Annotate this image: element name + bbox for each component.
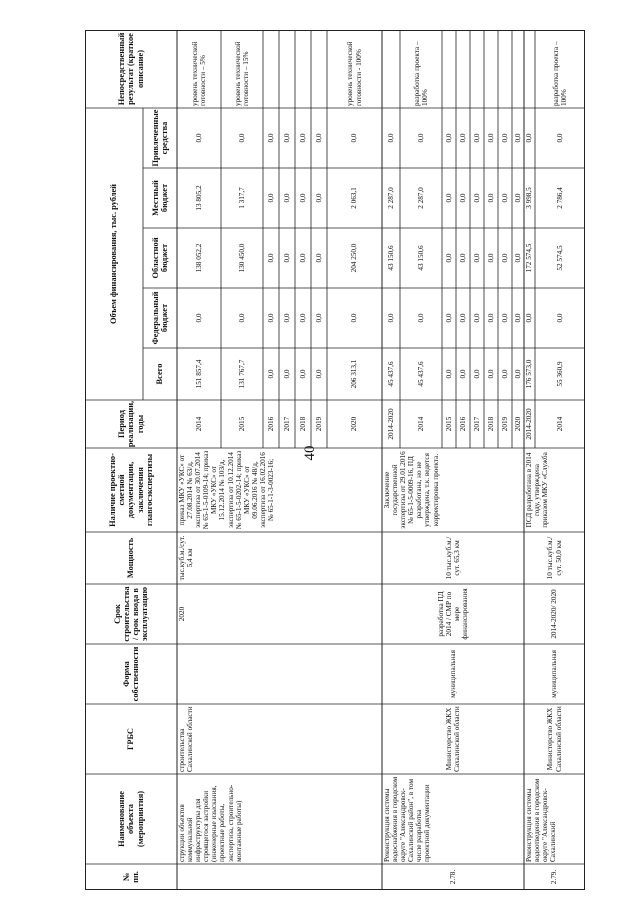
rows2-federal-cell: 0,0 <box>486 313 495 323</box>
rows1-attracted-cell: 0,0 <box>350 133 359 143</box>
header-owner: Форма собственности <box>121 646 140 702</box>
rows3-regional-cell: 52 574,5 <box>555 245 564 271</box>
rows2-regional-cell: 43 150,6 <box>386 245 395 271</box>
rows2-result-cell <box>498 30 512 108</box>
rows2-regional-cell: 0,0 <box>500 253 509 263</box>
rows3-federal-cell: 0,0 <box>525 313 534 323</box>
rows1-regional-cell: 138 052,2 <box>194 243 203 273</box>
rows1-regional-cell: 0,0 <box>314 253 323 263</box>
rows2-federal-cell: 0,0 <box>444 313 453 323</box>
rows2-regional-cell: 0,0 <box>472 253 481 263</box>
rows2-federal-cell: 0,0 <box>416 313 425 323</box>
rows1-period-cell: 2015 <box>237 416 246 432</box>
rows2-total-cell: 0,0 <box>458 369 467 379</box>
rows2-attracted-cell: 0,0 <box>386 133 395 143</box>
object3-docs: ПСД разработана в 2014 году, утверждена приказом МКУ «Служба <box>525 452 550 528</box>
rows2-federal-cell: 0,0 <box>513 313 522 323</box>
rows1-local-cell: 0,0 <box>266 193 275 203</box>
rows1-attracted-cell: 0,0 <box>194 133 203 143</box>
rows1-federal-cell: 0,0 <box>237 313 246 323</box>
rows2-total-cell: 45 437,6 <box>386 361 395 387</box>
rows1-total-cell: 0,0 <box>282 369 291 379</box>
object2-grbs: Министерство ЖКХ Сахалинской области <box>444 706 461 772</box>
header-total: Всего <box>155 363 165 385</box>
rows2-result-cell <box>484 30 498 108</box>
rows2-period-cell: 2018 <box>486 416 495 432</box>
rows1-local-cell: 0,0 <box>314 193 323 203</box>
rows1-federal-cell: 0,0 <box>350 313 359 323</box>
header-deadline: Срок строительства / срок ввода в эксплуатацию <box>112 586 150 642</box>
object1-power: тыс.куб.м./сут. 5,4 км <box>178 535 195 581</box>
rows1-period-cell: 2018 <box>298 416 307 432</box>
rows2-regional-cell: 0,0 <box>458 253 467 263</box>
rows2-federal-cell: 0,0 <box>472 313 481 323</box>
rows2-federal-cell: 0,0 <box>386 313 395 323</box>
rows1-regional-cell: 204 250,0 <box>350 243 359 273</box>
rows3-total-cell: 55 360,9 <box>555 361 564 387</box>
rows3-attracted-cell: 0,0 <box>555 133 564 143</box>
rows2-attracted-cell: 0,0 <box>444 133 453 143</box>
rows2-total-cell: 0,0 <box>513 369 522 379</box>
object3-number: 2.79. <box>550 869 559 885</box>
rows2-attracted-cell: 0,0 <box>513 133 522 143</box>
rows1-federal-cell: 0,0 <box>266 313 275 323</box>
rows2-result-cell <box>382 30 400 108</box>
rows2-attracted-cell: 0,0 <box>500 133 509 143</box>
rows2-local-cell: 2 287,0 <box>416 187 425 209</box>
rows1-attracted-cell: 0,0 <box>298 133 307 143</box>
rows2-local-cell: 0,0 <box>444 193 453 203</box>
rows2-result-cell: разработка проекта – 100% <box>412 41 429 106</box>
rows1-total-cell: 0,0 <box>266 369 275 379</box>
object2-name: Реконструкция системы водоснабжения в городском округе "Александровск-Сахалинский район", в том числе разработка проектной документации <box>383 776 432 862</box>
rows3-attracted-cell: 0,0 <box>525 133 534 143</box>
rows1-regional-cell: 130 450,0 <box>237 243 246 273</box>
header-local: Местный бюджет <box>150 180 169 216</box>
object1-deadline: 2020 <box>178 606 186 622</box>
rows1-period-cell: 2019 <box>314 416 323 432</box>
rows3-result-cell: разработка проекта – 100% <box>551 41 568 106</box>
rows3-period-cell: 2014 <box>555 416 564 432</box>
rows2-period-cell: 2017 <box>472 416 481 432</box>
rows2-total-cell: 0,0 <box>472 369 481 379</box>
object1-name: струкции объектов коммунальной инфраструктуры для строящегося застройки (инженерные изыскания, проектные работы, экспертиза, строительно-монтажные работы) <box>178 784 243 862</box>
object3-owner: муниципальная <box>550 650 559 698</box>
rows2-attracted-cell: 0,0 <box>416 133 425 143</box>
rows1-result-cell <box>295 30 311 108</box>
header-regional: Областной бюджет <box>150 237 169 279</box>
rows2-attracted-cell: 0,0 <box>486 133 495 143</box>
rows2-local-cell: 0,0 <box>513 193 522 203</box>
rows1-attracted-cell: 0,0 <box>266 133 275 143</box>
rows1-result-cell: уровень технической готовности - 100% <box>346 41 363 106</box>
finance-table <box>85 30 585 890</box>
rows1-result-cell <box>311 30 327 108</box>
rows1-regional-cell: 0,0 <box>282 253 291 263</box>
rows2-local-cell: 0,0 <box>472 193 481 203</box>
object3-grbs: Министерство ЖКХ Сахалинской области <box>546 706 563 772</box>
rows1-period-cell: 2016 <box>266 416 275 432</box>
rows2-result-cell <box>456 30 470 108</box>
object3-name: Реконструкция системы водоотведения в городском округе "Александровск-Сахалинский <box>525 778 558 862</box>
header-attracted: Привлеченные средства <box>150 109 169 167</box>
object1-grbs: строительства Сахалинской области <box>178 706 195 772</box>
rotated-table-area <box>85 30 585 890</box>
rows2-local-cell: 0,0 <box>486 193 495 203</box>
rows1-total-cell: 151 857,4 <box>194 359 203 389</box>
header-finance: Объем финансирования, тыс. рублей <box>109 184 119 325</box>
rows2-local-cell: 0,0 <box>500 193 509 203</box>
object2-power: 10 тыс.куб.м./сут. 65,3 км <box>444 536 461 580</box>
rows3-local-cell: 3 998,5 <box>525 187 534 209</box>
rows3-total-cell: 176 573,0 <box>525 359 534 389</box>
rows2-local-cell: 2 287,0 <box>386 187 395 209</box>
rows1-period-cell: 2017 <box>282 416 291 432</box>
rows1-attracted-cell: 0,0 <box>237 133 246 143</box>
object1-docs: приказ МКУ «УКС» от 27.08.2014 № 63/д, экспертиза от 30.07.2014 № 65-1-5-0109-14; приказ МКУ «УКС» от 15.12.2014 № 103/д, экспертиза от 10.12.2014 № 65-1-5-0202-14; приказ МКУ «УКС» от 09.06.2016 № 48/д, экспертиза от 16.02.2016 № 65-1-1-3-0023-16; <box>178 450 276 530</box>
rows3-local-cell: 2 786,4 <box>555 187 564 209</box>
rows2-period-cell: 2015 <box>444 416 453 432</box>
rows1-local-cell: 0,0 <box>298 193 307 203</box>
header-power: Мощность <box>126 537 136 579</box>
rows2-federal-cell: 0,0 <box>500 313 509 323</box>
rows2-total-cell: 0,0 <box>500 369 509 379</box>
rows2-regional-cell: 0,0 <box>513 253 522 263</box>
rows2-total-cell: 0,0 <box>486 369 495 379</box>
rows1-result-cell <box>279 30 295 108</box>
rows2-regional-cell: 0,0 <box>444 253 453 263</box>
rows3-federal-cell: 0,0 <box>555 313 564 323</box>
rows1-total-cell: 206 313,1 <box>350 359 359 389</box>
rows2-period-cell: 2020 <box>513 416 522 432</box>
rows2-period-cell: 2016 <box>458 416 467 432</box>
object2-deadline: разработка ПД 2014 / СМР по мере финансирования <box>436 588 470 640</box>
rows2-attracted-cell: 0,0 <box>472 133 481 143</box>
rows2-total-cell: 0,0 <box>444 369 453 379</box>
rows1-total-cell: 0,0 <box>298 369 307 379</box>
rows2-period-cell: 2014-2020 <box>386 408 395 440</box>
rows1-federal-cell: 0,0 <box>194 313 203 323</box>
object2-number: 2.78. <box>448 869 457 885</box>
rows1-regional-cell: 0,0 <box>298 253 307 263</box>
rows2-attracted-cell: 0,0 <box>458 133 467 143</box>
rows1-result-cell: уровень технической готовности – 5% <box>190 41 207 106</box>
rows2-period-cell: 2014 <box>416 416 425 432</box>
rows1-total-cell: 0,0 <box>314 369 323 379</box>
rows1-result-cell <box>263 30 279 108</box>
rows1-period-cell: 2020 <box>350 416 359 432</box>
rows2-result-cell <box>442 30 456 108</box>
rows1-regional-cell: 0,0 <box>266 253 275 263</box>
rows1-federal-cell: 0,0 <box>282 313 291 323</box>
rows2-local-cell: 0,0 <box>458 193 467 203</box>
rows3-result-cell <box>524 30 535 108</box>
rows1-result-cell: уровень технической готовности – 15% <box>233 41 250 106</box>
rows3-period-cell: 2014-2020 <box>525 408 534 440</box>
rows2-regional-cell: 43 150,6 <box>416 245 425 271</box>
rows1-local-cell: 0,0 <box>282 193 291 203</box>
object2-owner: муниципальная <box>448 650 457 698</box>
header-docs: Наличие проектно-сметной документации, заключения главгосэкспертизы <box>107 453 154 527</box>
rows1-attracted-cell: 0,0 <box>314 133 323 143</box>
rows2-period-cell: 2019 <box>500 416 509 432</box>
rows2-federal-cell: 0,0 <box>458 313 467 323</box>
rows2-result-cell <box>512 30 524 108</box>
object2-docs: Заключение государственной экспертизы от 29.01.2016 № 65-1-5-0009-16, ПД разработана, но не утверждена, т.к. ведется корректировка проекта. <box>383 451 440 529</box>
rows3-regional-cell: 172 574,5 <box>525 243 534 273</box>
header-period: Период реализации, годы <box>117 400 145 448</box>
rows1-local-cell: 1 317,7 <box>237 187 246 209</box>
rows1-local-cell: 13 805,2 <box>194 185 203 211</box>
rows2-result-cell <box>470 30 484 108</box>
object3-power: 10 тыс.куб.м./сут. 50,0 км <box>546 536 563 580</box>
rows1-total-cell: 131 767,7 <box>237 359 246 389</box>
page-number: 40 <box>302 445 318 461</box>
rows1-federal-cell: 0,0 <box>298 313 307 323</box>
header-name: Наименование объекта (мероприятия) <box>117 790 145 848</box>
header-federal: Федеральный бюджет <box>150 291 169 345</box>
header-result: Непосредственный результат (краткое описание) <box>117 32 145 106</box>
object3-deadline: 2014-2020/ 2020 <box>550 589 559 639</box>
rows1-federal-cell: 0,0 <box>314 313 323 323</box>
rows1-period-cell: 2014 <box>194 416 203 432</box>
rows1-local-cell: 2 063,1 <box>350 187 359 209</box>
rows1-attracted-cell: 0,0 <box>282 133 291 143</box>
header-num: № пп. <box>121 871 140 883</box>
header-grbs: ГРБС <box>126 728 136 750</box>
rows2-regional-cell: 0,0 <box>486 253 495 263</box>
rows2-total-cell: 45 437,6 <box>416 361 425 387</box>
